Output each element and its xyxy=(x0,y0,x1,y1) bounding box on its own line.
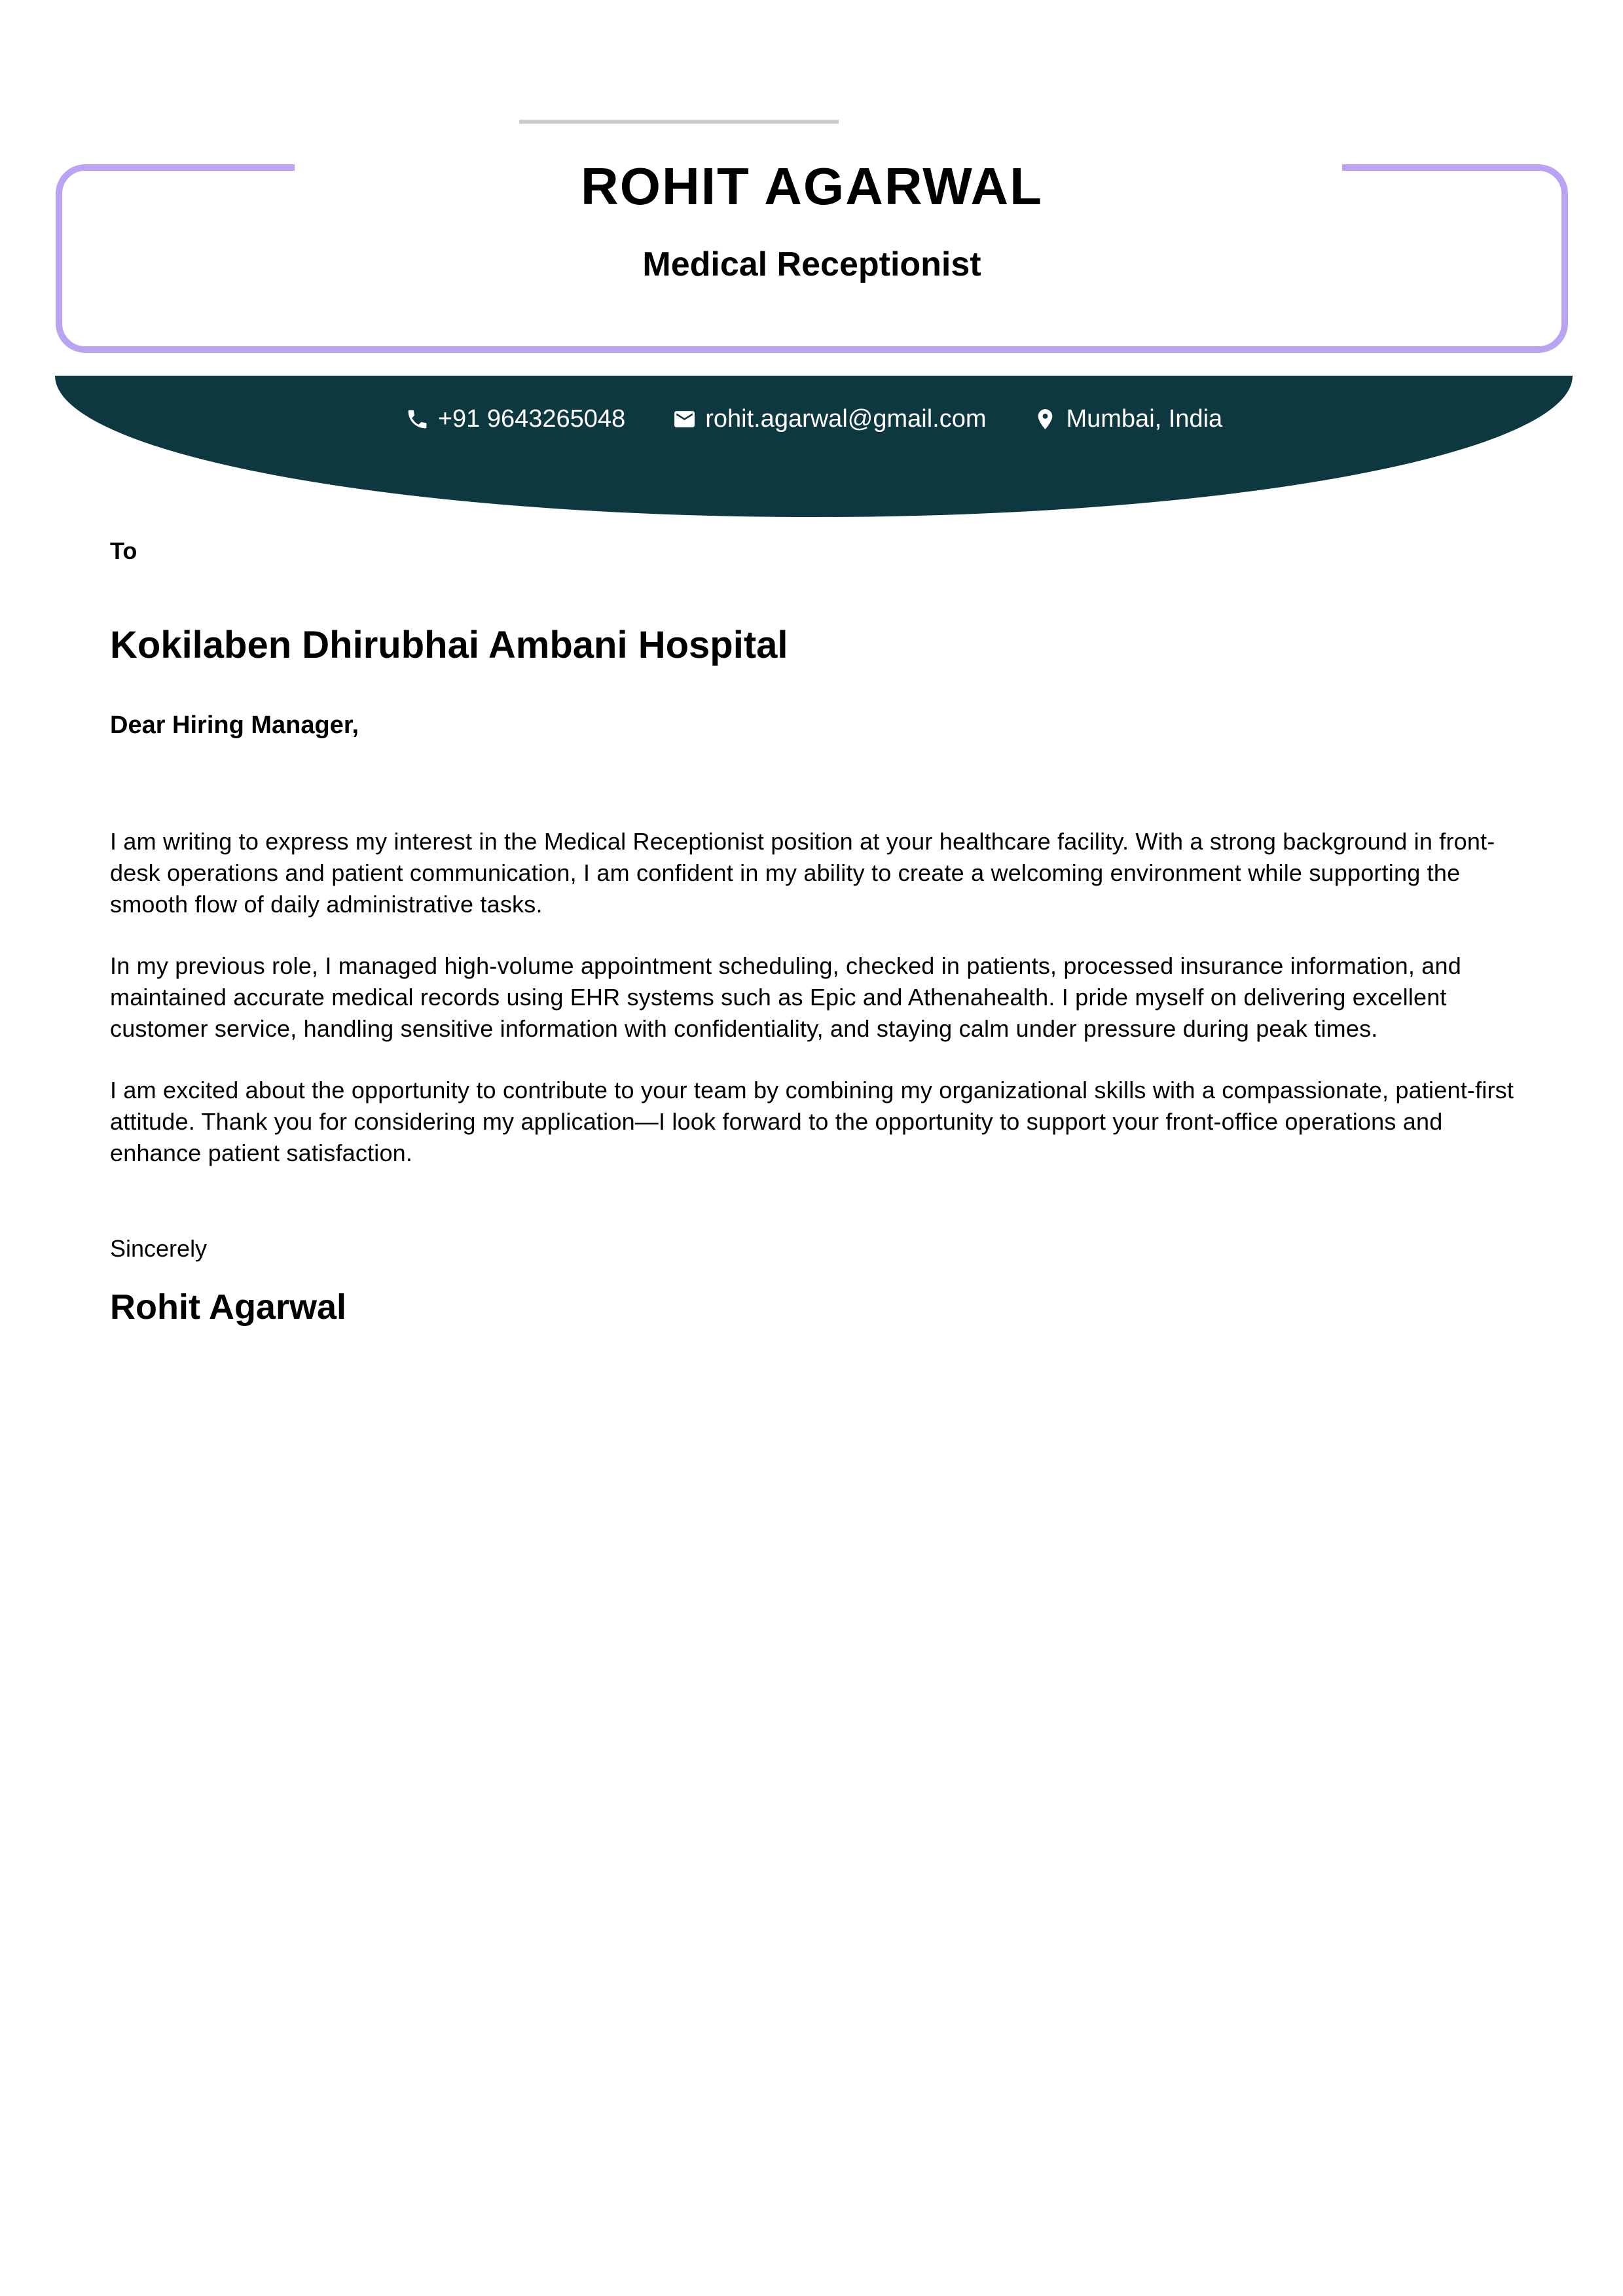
paragraph-closing: I am excited about the opportunity to contribute to your team by combining my organizational skills with a compassionate, patient-first attitude. Thank you for considering my application—I look forward to the opportunity to support your front-office operations and enhance patient satisfaction. xyxy=(110,1077,1514,1166)
phone-number: +91 9643265048 xyxy=(437,405,626,433)
job-title: Medical Receptionist xyxy=(642,245,981,283)
location-icon xyxy=(1033,407,1057,431)
header-name-frame xyxy=(56,157,1568,353)
paragraph-intro: I am writing to express my interest in the Medical Receptionist position at your healthcare facility. With a strong background in front-desk operations and patient communication, I am confident in my ability to create a welcoming environment while supporting the smooth flow of daily administrative tasks. xyxy=(110,828,1495,918)
recipient-name: Kokilaben Dhirubhai Ambani Hospital xyxy=(110,624,788,666)
signature-name: Rohit Agarwal xyxy=(110,1287,347,1327)
salutation: Dear Hiring Manager, xyxy=(110,711,359,739)
phone-icon xyxy=(405,407,429,431)
letter-body xyxy=(110,538,1514,1327)
candidate-name: ROHIT AGARWAL xyxy=(581,157,1043,215)
email-address: rohit.agarwal@gmail.com xyxy=(705,405,987,433)
top-divider-line xyxy=(519,120,839,124)
contact-phone xyxy=(405,404,625,433)
contact-band xyxy=(55,376,1573,517)
to-label: To xyxy=(110,537,137,564)
contact-row xyxy=(55,376,1573,433)
paragraph-experience: In my previous role, I managed high-volume appointment scheduling, checked in patients, processed insurance information, and maintained accurate medical records using EHR systems such as Epic and Athenahealth. I pride myself on delivering excellent customer service, handling sensitive information with confidentiality, and staying calm under pressure during peak times. xyxy=(110,952,1461,1042)
contact-location xyxy=(1033,404,1222,433)
closing-word: Sincerely xyxy=(110,1235,208,1262)
contact-email xyxy=(672,404,986,433)
email-icon xyxy=(672,407,697,431)
location-text: Mumbai, India xyxy=(1066,405,1223,433)
